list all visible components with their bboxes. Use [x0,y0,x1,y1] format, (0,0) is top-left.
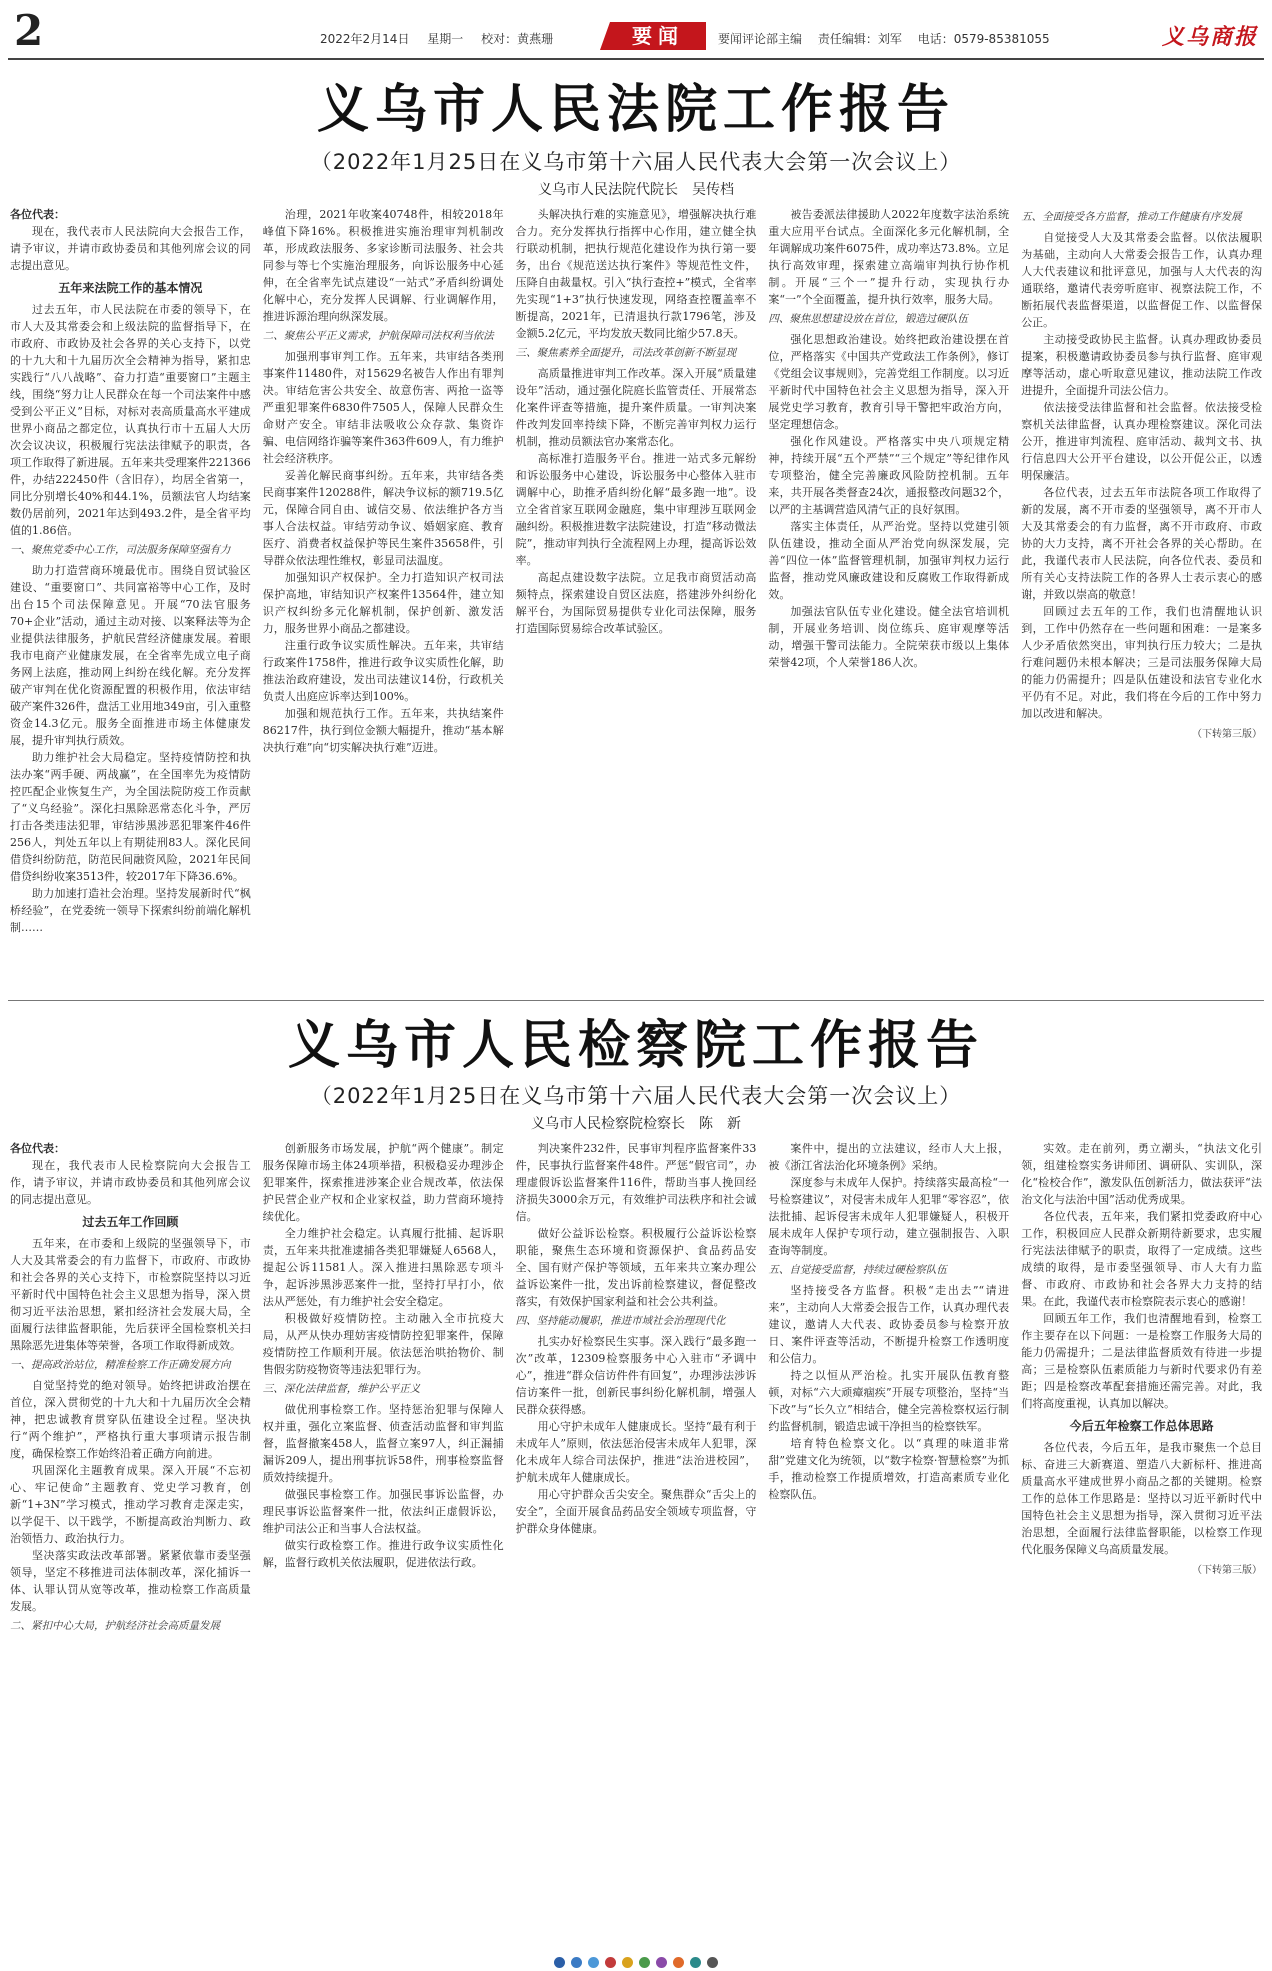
chief-editor: 要闻评论部主编 [718,32,803,46]
court-paragraph: 依法接受法律监督和社会监督。依法接受检察机关法律监督，认真办理检察建议。深化司法公开，推进审判流程、庭审活动、裁判文书、执行信息四大公开平台建设，以公开促公正，以透明保廉洁。 [1021,401,1262,482]
procuratorate-column-1 [10,1140,251,1944]
court-paragraph: 加强刑事审判工作。五年来，共审结各类刑事案件11480件，对15629名被告人作出有罪判决。审结危害公共安全、故意伤害、两抢一盗等严重犯罪案件6830件7505人，保障人民群众生命财产安全。审结非法吸收公众存款、集资诈骗、电信网络诈骗等案件363件609人，有力维护社会经济秩序。 [262,350,504,465]
procuratorate-paragraph: 用心守护未成年人健康成长。坚持“最有利于未成年人”原则，依法惩治侵害未成年人犯罪，深化未成年人综合司法保护，推进“法治进校园”，护航未成年人健康成长。 [515,1420,757,1484]
footer-dot [622,1957,633,1968]
court-paragraph: 加强法官队伍专业化建设。健全法官培训机制，开展业务培训、岗位练兵、庭审观摩等活动，增强干警司法能力。全院荣获市级以上集体荣誉42项，个人荣誉186人次。 [768,605,1010,669]
issue-weekday: 星期一 [427,32,464,46]
procuratorate-report-body [10,1140,1262,1944]
court-paragraph: 自觉接受人大及其常委会监督。以依法履职为基础，主动向人大常委会报告工作，认真办理人大代表建议和批评意见，加强与人大代表的沟通联络，邀请代表旁听庭审、视察法院工作，不断拓展代表监督渠道，以监督促工作、以监督保公正。 [1021,231,1262,329]
procuratorate-paragraph: 做优刑事检察工作。坚持惩治犯罪与保障人权并重，强化立案监督、侦查活动监督和审判监督，监督撤案458人，监督立案97人，纠正漏捕漏诉209人，提出刑事抗诉58件，刑事检察监督质效持续提升。 [262,1403,504,1484]
procuratorate-paragraph: 坚持接受各方监督。积极“走出去”“请进来”，主动向人大常委会报告工作，认真办理代表建议，邀请人大代表、政协委员参与检察开放日、案件评查等活动，不断提升检察工作透明度和公信力。 [768,1284,1010,1365]
court-paragraph: 助力维护社会大局稳定。坚持疫情防控和执法办案“两手硬、两战赢”，在全国率先为疫情防控匹配企业恢复生产，为全国法院防疫工作贡献了“义乌经验”。深化扫黑除恶常态化斗争，严厉打击各类违法犯罪，审结涉黑涉恶犯罪案件46件256人，判处五年以上有期徒刑83人。深化民间借贷纠纷防范，防范民间融资风险，2021年民间借贷纠纷收案3513件，较2017年下降36.6%。 [10,751,251,883]
procuratorate-paragraph: 做实行政检察工作。推进行政争议实质性化解，监督行政机关依法履职，促进依法行政。 [262,1539,504,1569]
court-subsection-heading: 二、聚焦公平正义需求，护航保障司法权利当依法 [262,330,494,342]
issue-date: 2022年2月14日 [320,32,410,46]
court-paragraph: 过去五年，市人民法院在市委的领导下，在市人大及其常委会和上级法院的监督指导下，在市政府、市政协及社会各界的关心支持下，以党的十九大和十九届历次全会精神为指导，紧扣忠实践行“八八战略”、奋力打造“重要窗口”主题主线，围绕“努力让人民群众在每一个司法案件中感受到公平正义”目标，对标对表高质量高水平建成世界小商品之都定位，认真执行市十五届人大历次会议决议，积极履行宪法法律赋予的职责，各项工作取得了新进展。五年来共受理案件221366件，办结222450件（含旧存），均居全省第一，同比分别增长40%和44.1%，员额法官人均结案数仍居前列，2021年达到493.2件，是全省平均值的1.86倍。 [10,303,251,537]
court-paragraph: 被告委派法律援助人2022年度数字法治系统重大应用平台试点。全面深化多元化解机制，全年调解成功案件6075件，成功率达73.8%。立足执行高效审理，探索建立高端审判执行协作机制。开展“三个一”提升行动，实现执行办案“一”个全面覆盖，提升执行效率，服务大局。 [768,208,1010,306]
court-paragraph: 强化作风建设。严格落实中央八项规定精神，持续开展“五个严禁”“三个规定”等纪律作风专项整治，健全完善廉政风险防控机制。五年来，共开展各类督查24次，通报整改问题32个，以严的主基调营造风清气正的良好氛围。 [768,435,1010,516]
court-paragraph: 高起点建设数字法院。立足我市商贸活动高频特点，探索建设自贸区法庭，搭建涉外纠纷化解平台，为国际贸易提供专业化司法保障，服务打造国际贸易综合改革试验区。 [515,571,757,635]
procuratorate-paragraph: 巩固深化主题教育成果。深入开展“不忘初心、牢记使命”主题教育、党史学习教育，创新“1+3N”学习模式，推动学习教育走深走实，以学促干、以干践学，不断提高政治判断力、政治领悟力、政治执行力。 [10,1464,251,1545]
court-paragraph: 头解决执行难的实施意见》，增强解决执行难合力。充分发挥执行指挥中心作用，建立健全执行联动机制，把执行规范化建设作为执行第一要务，出台《规范送达执行案件》等规范性文件，压降自由裁量权。引入“执行查控+”模式，全省率先实现“1+3”执行快速发现，网络查控覆盖率不断提高，2021年，已清退执行款1796笔，涉及金额5.2亿元，平均发放天数同比缩少57.8天。 [515,208,757,340]
footer-dot [639,1957,650,1968]
court-paragraph: 注重行政争议实质性解决。五年来，共审结行政案件1758件，推进行政争议实质性化解，助推法治政府建设，发出司法建议14份，行政机关负责人出庭应诉率达到100%。 [262,639,504,703]
issue-info [320,30,567,47]
court-report-subtitle: （2022年1月25日在义乌市第十六届人民代表大会第一次会议上） [310,150,962,174]
procuratorate-column-2 [263,1140,504,1944]
procuratorate-subsection-heading: 三、深化法律监督，维护公平正义 [262,1383,421,1395]
procuratorate-paragraph: 实效。走在前列，勇立潮头，“执法文化引领，组建检察实务讲师团、调研队、实训队，深化“检校合作”，激发队伍创新活力，做法获评“法治文化与法治中国”活动优秀成果。 [1021,1142,1262,1206]
procuratorate-section-heading: 今后五年检察工作总体思路 [1069,1419,1214,1433]
procuratorate-paragraph: 持之以恒从严治检。扎实开展队伍教育整顿，对标“六大顽瘴痼疾”开展专项整治，坚持“当下改”与“长久立”相结合，健全完善检察权运行制约监督机制，锻造忠诚干净担当的检察铁军。 [768,1369,1010,1433]
footer-dot [571,1957,582,1968]
procuratorate-section-heading: 过去五年工作回顾 [82,1215,179,1229]
proofreader: 校对：黄燕珊 [481,32,554,46]
footer-dot [588,1957,599,1968]
procuratorate-column-4 [768,1140,1009,1944]
procuratorate-paragraph: 坚决落实政法改革部署。紧紧依靠市委坚强领导，坚定不移推进司法体制改革，深化捕诉一体、认罪认罚从宽等改革，推动检察工作高质量发展。 [10,1549,251,1613]
footer-dot [673,1957,684,1968]
court-salutation: 各位代表： [10,208,65,221]
court-column-3 [516,206,757,994]
court-subsection-heading: 五、全面接受各方监督，推动工作健康有序发展 [1021,211,1242,223]
court-paragraph: 高标准打造服务平台。推进一站式多元解纷和诉讼服务中心建设，诉讼服务中心整体入驻市调解中心，助推矛盾纠纷化解“最多跑一地”。设立全省首家互联网金融庭，集中审理涉互联网金融纠纷。积极推进数字法院建设，打造“移动微法院”，推动审判执行全流程网上办理，提高诉讼效率。 [515,452,757,567]
masthead [0,0,1272,60]
procuratorate-paragraph: 回顾五年工作，我们也清醒地看到，检察工作主要存在以下问题：一是检察工作服务大局的能力仍需提升；二是法律监督质效有待进一步提高；三是检察队伍素质能力与新时代要求仍有差距；四是检察改革配套措施还需完善。对此，我们将高度重视，认真加以解决。 [1021,1312,1262,1410]
procuratorate-report-author: 义乌市人民检察院检察长 陈 新 [531,1116,741,1132]
court-report-body [10,206,1262,994]
court-paragraph: 助力打造营商环境最优市。围绕自贸试验区建设、“重要窗口”、共同富裕等中心工作，及时出台15个司法保障意见。开展“70法官服务70+企业”活动，通过主动对接、以案释法等为企业提供法律服务，护航民营经济健康发展。着眼我市电商产业健康发展，在全省率先成立电子商务网上法庭，推动网上纠纷在线化解。充分发挥破产审判在优化资源配置的积极作用，依法审结破产案件326件，盘活工业用地349亩，引入重整资金14.3亿元。服务全面推进市场主体健康发展，提升审判执行质效。 [10,564,251,747]
court-subsection-heading: 一、聚焦党委中心工作，司法服务保障坚强有力 [10,544,231,556]
procuratorate-salutation: 各位代表： [10,1142,65,1155]
footer-color-bar [0,1952,1272,1968]
court-paragraph: 助力加速打造社会治理。坚持发展新时代“枫桥经验”，在党委统一领导下探索纠纷前端化解机制…… [10,887,251,934]
procuratorate-paragraph: 判决案件232件，民事审判程序监督案件33件，民事执行监督案件48件。严惩“假官司”，办理虚假诉讼监督案件116件，帮助当事人挽回经济损失3000余万元，有效维护司法秩序和社会诚信。 [515,1142,757,1223]
procuratorate-paragraph: 自觉坚持党的绝对领导。始终把讲政治摆在首位，深入贯彻党的十九大和十九届历次全会精神，把忠诚教育贯穿队伍建设全过程。坚决执行“两个维护”，严格执行重大事项请示报告制度，确保检察工作始终沿着正确方向前进。 [10,1379,251,1460]
footer-dot [605,1957,616,1968]
court-paragraph: 各位代表，过去五年市法院各项工作取得了新的发展，离不开市委的坚强领导，离不开市人大及其常委会的有力监督，离不开市政府、市政协的大力支持，离不开社会各界的关心帮助。在此，我谨代表市人民法院，向各位代表、委员和所有关心支持法院工作的各界人士表示衷心的感谢，并致以崇高的敬意！ [1021,486,1262,601]
court-paragraph: 加强知识产权保护。全力打造知识产权司法保护高地，审结知识产权案件13564件，建立知识产权纠纷多元化解机制，保护创新、激发活力，服务世界小商品之都建设。 [262,571,504,635]
court-column-4 [768,206,1009,994]
procuratorate-continued-note: （下转第三版） [1191,1565,1262,1576]
court-report-author: 义乌市人民法院代院长 吴传档 [538,182,734,198]
procuratorate-column-5 [1021,1140,1262,1944]
procuratorate-subsection-heading: 五、自觉接受监督，持续过硬检察队伍 [768,1264,947,1276]
court-column-1 [10,206,251,994]
procuratorate-subsection-heading: 四、坚持能动履职，推进市域社会治理现代化 [515,1315,726,1327]
responsible-editor: 责任编辑：刘军 [817,32,902,46]
footer-dot [707,1957,718,1968]
section-divider [8,1000,1264,1001]
footer-dot [656,1957,667,1968]
procuratorate-paragraph: 全力维护社会稳定。认真履行批捕、起诉职责，五年来共批准逮捕各类犯罪嫌疑人6568人，提起公诉11581人。深入推进扫黑除恶专项斗争，起诉涉黑涉恶案件一批，坚持打早打小，依法从严惩处，有力维护社会安全稳定。 [262,1227,504,1308]
procuratorate-paragraph: 五年来，在市委和上级院的坚强领导下，市人大及其常委会的有力监督下，市政府、市政协和社会各界的关心支持下，市检察院坚持以习近平新时代中国特色社会主义思想为指导，深入贯彻习近平法治思想，紧扣经济社会发展大局，全面履行法律监督职能，先后获评全国检察机关扫黑除恶先进集体等荣誉，各项工作取得新成效。 [10,1237,251,1352]
procuratorate-paragraph: 培育特色检察文化。以“真理的味道非常甜”党建文化为统领，以“数字检察·智慧检察”为抓手，推动检察工作提质增效，打造高素质专业化检察队伍。 [768,1437,1010,1501]
procuratorate-paragraph: 扎实办好检察民生实事。深入践行“最多跑一次”改革，12309检察服务中心入驻市“矛调中心”，推进“群众信访件件有回复”，办理涉法涉诉信访案件一批，创新民事纠纷化解机制，增强人民群众获得感。 [515,1335,757,1416]
court-subsection-heading: 三、聚焦素养全面提升，司法改革创新不断显现 [515,347,737,359]
procuratorate-paragraph: 各位代表，五年来，我们紧扣党委政府中心工作，积极回应人民群众新期待新要求，忠实履行宪法法律赋予的职责，取得了一定成绩。这些成绩的取得，是市委坚强领导、市人大有力监督、市政府、市政协和社会各界大力支持的结果。在此，我谨代表市检察院表示衷心的感谢！ [1021,1210,1262,1308]
court-paragraph: 治理，2021年收案40748件，相较2018年峰值下降16%。积极推进实施治理审判机制改革，形成政法服务、多家诊断司法服务、社会共同参与等七个实施治理服务，向诉讼服务中心延伸，在全省率先试点建设“一站式”矛盾纠纷调处化解中心，充分发挥人民调解、行业调解作用，推进诉源治理向纵深发展。 [262,208,504,323]
procuratorate-paragraph: 现在，我代表市人民检察院向大会报告工作，请予审议，并请市政协委员和其他列席会议的同志提出意见。 [10,1159,251,1206]
court-column-2 [263,206,504,994]
court-paragraph: 回顾过去五年的工作，我们也清醒地认识到，工作中仍然存在一些问题和困难：一是案多人少矛盾依然突出，审判执行压力较大；二是执行难问题仍未根本解决；三是司法服务保障大局的能力仍需提升；四是队伍建设和法官专业化水平仍有不足。对此，我们将在今后的工作中努力加以改进和解决。 [1021,605,1262,720]
procuratorate-report-title: 义乌市人民检察院工作报告 [287,1015,984,1076]
page-number: 2 [14,6,44,55]
procuratorate-paragraph: 创新服务市场发展，护航“两个健康”。制定服务保障市场主体24项举措，积极稳妥办理涉企犯罪案件，探索推进涉案企业合规改革，依法保护民营企业产权和企业家权益，助力营商环境持续优化。 [262,1142,504,1223]
footer-dot [690,1957,701,1968]
court-column-5 [1021,206,1262,994]
procuratorate-report-subtitle: （2022年1月25日在义乌市第十六届人民代表大会第一次会议上） [310,1084,962,1108]
editor-info [718,30,1062,47]
footer-dot [554,1957,565,1968]
court-paragraph: 妥善化解民商事纠纷。五年来，共审结各类民商事案件120288件，解决争议标的额719.5亿元，保障合同自由、诚信交易、依法维护各方当事人合法权益。审结劳动争议、婚姻家庭、教育医疗、消费者权益保护等民生案件35658件，引导群众依法理性维权，彰显司法温度。 [262,469,504,567]
court-paragraph: 主动接受政协民主监督。认真办理政协委员提案，积极邀请政协委员参与执行监督、庭审观摩等活动，虚心听取意见建议，推动法院工作改进提升，全面提升司法公信力。 [1021,333,1262,397]
procuratorate-subsection-heading: 二、紧扣中心大局，护航经济社会高质量发展 [10,1620,220,1632]
court-paragraph: 高质量推进审判工作改革。深入开展“质量建设年”活动，通过强化院庭长监管责任、开展常态化案件评查等措施，提升案件质量。一审判决案件改判发回率持续下降，不断完善审判权力运行机制，推动员额法官办案常态化。 [515,367,757,448]
procuratorate-subsection-heading: 一、提高政治站位，精准检察工作正确发展方向 [10,1359,231,1371]
court-report-title: 义乌市人民法院工作报告 [316,79,955,140]
procuratorate-paragraph: 做强民事检察工作。加强民事诉讼监督，办理民事诉讼监督案件一批，依法纠正虚假诉讼，维护司法公正和当事人合法权益。 [262,1488,504,1535]
procuratorate-paragraph: 案件中，提出的立法建议，经市人大上报，被《浙江省法治化环境条例》采纳。 [768,1142,1010,1172]
procuratorate-paragraph: 深度参与未成年人保护。持续落实最高检“一号检察建议”，对侵害未成年人犯罪“零容忍”，依法批捕、起诉侵害未成年人犯罪嫌疑人，积极开展未成年人保护专项行动，建立强制报告、入职查询等制度。 [768,1176,1010,1257]
court-paragraph: 现在，我代表市人民法院向大会报告工作，请予审议，并请市政协委员和其他列席会议的同志提出意见。 [10,225,251,272]
court-section-heading: 五年来法院工作的基本情况 [58,281,203,295]
procuratorate-paragraph: 各位代表，今后五年，是我市聚焦一个总目标、奋进三大新赛道、塑造八大新标杆、推进高质量高水平建成世界小商品之都的关键期。检察工作的总体工作思路是：坚持以习近平新时代中国特色社会主义思想为指导，深入贯彻习近平法治思想，全面履行法律监督职能，以检察工作现代化服务保障义乌高质量发展。 [1021,1441,1262,1556]
court-paragraph: 落实主体责任，从严治党。坚持以党建引领队伍建设，推动全面从严治党向纵深发展，完善“四位一体”监督管理机制，加强审判权力运行监督，推动党风廉政建设和反腐败工作取得新成效。 [768,520,1010,601]
section-tag: 要闻 [610,22,706,50]
newspaper-logo: 义乌商报 [1161,24,1258,50]
masthead-rule [8,58,1264,60]
procuratorate-column-3 [516,1140,757,1944]
editor-phone: 电话：0579-85381055 [917,32,1050,46]
court-paragraph: 强化思想政治建设。始终把政治建设摆在首位，严格落实《中国共产党政法工作条例》，修订《党组会议事规则》，完善党组工作制度。以习近平新时代中国特色社会主义思想为指导，深入开展党史学习教育，教育引导干警把牢政治方向，坚定理想信念。 [768,333,1010,431]
procuratorate-paragraph: 积极做好疫情防控。主动融入全市抗疫大局，从严从快办理妨害疫情防控犯罪案件，保障疫情防控工作顺利开展。依法惩治哄抬物价、制售假劣防疫物资等违法犯罪行为。 [262,1312,504,1376]
court-subsection-heading: 四、聚焦思想建设放在首位，锻造过硬队伍 [768,313,968,325]
court-continued-note: （下转第三版） [1191,729,1262,740]
procuratorate-paragraph: 用心守护群众舌尖安全。聚焦群众“舌尖上的安全”，全面开展食品药品安全领域专项监督，守护群众身体健康。 [515,1488,757,1535]
procuratorate-paragraph: 做好公益诉讼检察。积极履行公益诉讼检察职能，聚焦生态环境和资源保护、食品药品安全、国有财产保护等领域，五年来共立案办理公益诉讼案件一批，发出诉前检察建议，督促整改落实，有效保护国家利益和社会公共利益。 [515,1227,757,1308]
court-paragraph: 加强和规范执行工作。五年来，共执结案件86217件，执行到位金额大幅提升，推动“基本解决执行难”向“切实解决执行难”迈进。 [262,707,504,754]
